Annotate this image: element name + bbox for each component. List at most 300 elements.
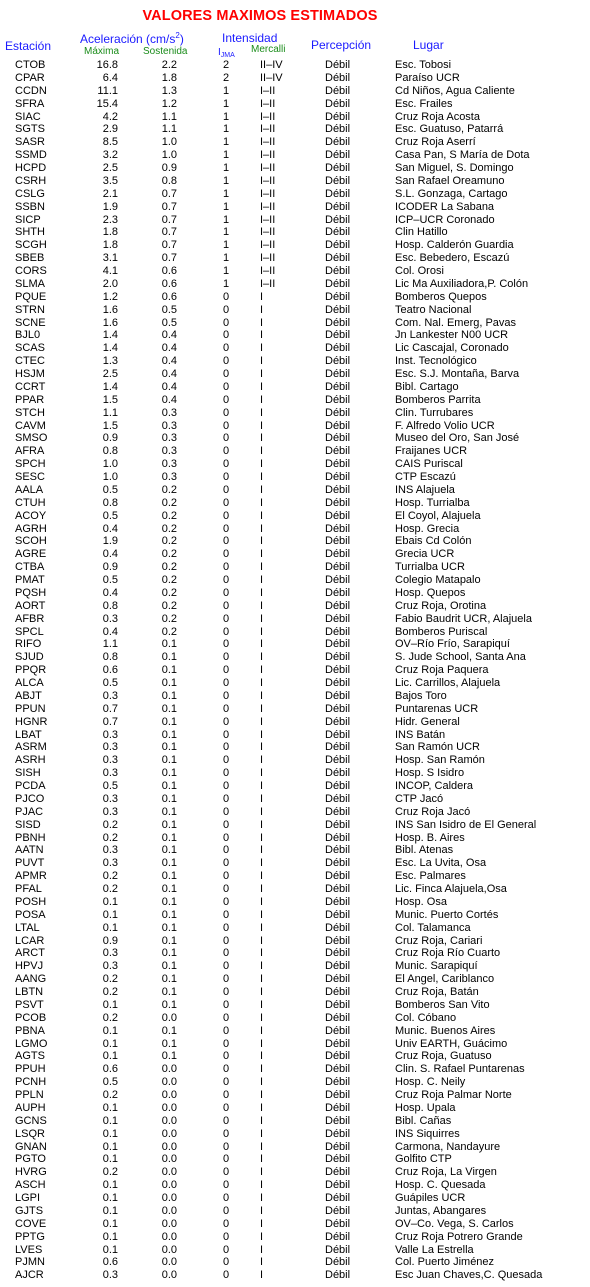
acc-maxima: 1.9	[102, 200, 118, 213]
perception: Débil	[325, 200, 351, 213]
station-code: RIFO	[15, 638, 42, 651]
acc-sostenida: 0.3	[161, 432, 177, 445]
intensity-jma: 0	[222, 445, 230, 458]
intensity-mercalli: I	[260, 1179, 264, 1192]
table-row	[0, 226, 590, 239]
location: Col. Talamanca	[395, 921, 471, 934]
station-code: AJCR	[15, 1269, 44, 1282]
station-code: SSBN	[15, 200, 45, 213]
perception: Débil	[325, 677, 351, 689]
table-row	[0, 342, 590, 355]
acc-maxima: 0.2	[102, 883, 118, 895]
acc-sostenida: 0.1	[161, 883, 177, 895]
acc-sostenida: 0.6	[161, 265, 177, 277]
table-row	[0, 471, 590, 484]
acc-maxima: 1.1	[102, 638, 118, 651]
perception: Débil	[325, 110, 351, 123]
acc-maxima: 0.1	[102, 1192, 118, 1204]
location: INS Alajuela	[395, 483, 455, 496]
station-code: SISH	[15, 767, 41, 780]
table-row	[0, 510, 590, 523]
perception: Débil	[325, 1166, 351, 1179]
intensity-mercalli: I	[260, 702, 264, 715]
acc-maxima: 0.4	[102, 548, 118, 561]
intensity-mercalli: I	[260, 471, 264, 483]
acc-maxima: 1.0	[102, 458, 118, 471]
intensity-mercalli: I	[260, 1256, 264, 1269]
table-row	[0, 214, 590, 227]
intensity-mercalli: I–II	[260, 84, 276, 97]
intensity-jma: 1	[222, 149, 230, 162]
location: Bibl. Cañas	[395, 1114, 452, 1127]
header-aceleracion-exponent: 2	[175, 31, 180, 40]
station-code: GCNS	[15, 1114, 47, 1127]
header-maxima: Máxima	[84, 46, 120, 57]
intensity-jma: 0	[222, 1192, 230, 1204]
perception: Débil	[325, 290, 351, 303]
perception: Débil	[325, 471, 351, 483]
table-row	[0, 844, 590, 857]
intensity-mercalli: I	[260, 1024, 264, 1037]
acc-maxima: 0.2	[102, 973, 118, 986]
table-row	[0, 832, 590, 845]
station-code: AGRH	[15, 522, 47, 535]
acc-maxima: 0.2	[102, 870, 118, 883]
intensity-jma: 1	[222, 239, 230, 252]
intensity-jma: 1	[222, 187, 230, 200]
perception: Débil	[325, 419, 351, 432]
location: Golfito CTP	[395, 1153, 452, 1166]
perception: Débil	[325, 883, 351, 895]
header-mercalli: Mercalli	[251, 44, 286, 55]
intensity-mercalli: I	[260, 1127, 264, 1140]
acc-maxima: 0.5	[102, 780, 118, 792]
header-sostenida: Sostenida	[143, 46, 188, 57]
acc-maxima: 0.5	[102, 509, 118, 522]
intensity-jma: 2	[222, 71, 230, 84]
acc-maxima: 0.9	[102, 934, 118, 947]
acc-sostenida: 1.2	[161, 97, 177, 110]
location: Puntarenas UCR	[395, 702, 479, 715]
location: Hosp. San Ramón	[395, 754, 485, 767]
acc-maxima: 0.3	[102, 844, 118, 857]
table-row	[0, 574, 590, 587]
station-code: CAVM	[15, 419, 46, 432]
intensity-jma: 0	[222, 561, 230, 574]
station-code: LCAR	[15, 934, 45, 947]
location: Hosp. Upala	[395, 1101, 456, 1114]
acc-maxima: 1.9	[102, 535, 118, 548]
acc-maxima: 0.3	[102, 612, 118, 625]
location: Grecia UCR	[395, 548, 455, 561]
perception: Débil	[325, 1217, 351, 1230]
intensity-mercalli: I	[260, 316, 264, 329]
acc-maxima: 0.1	[102, 1127, 118, 1140]
intensity-jma: 0	[222, 522, 230, 535]
intensity-jma: 0	[222, 638, 230, 651]
intensity-jma: 0	[222, 1050, 230, 1063]
station-code: COVE	[15, 1217, 47, 1230]
intensity-mercalli: I	[260, 1269, 264, 1282]
acc-sostenida: 0.2	[161, 522, 177, 535]
intensity-mercalli: I	[260, 303, 264, 316]
perception: Débil	[325, 625, 351, 638]
acc-sostenida: 0.3	[161, 445, 177, 458]
intensity-mercalli: I–II	[260, 162, 276, 174]
location: Cruz Roja Paquera	[395, 664, 489, 677]
acc-sostenida: 0.1	[161, 689, 177, 702]
station-code: AGTS	[15, 1050, 45, 1063]
intensity-mercalli: I	[260, 496, 264, 509]
location: Clin Hatillo	[395, 226, 448, 239]
station-code: PBNA	[15, 1024, 45, 1037]
intensity-mercalli: I	[260, 741, 264, 754]
intensity-mercalli: I	[260, 432, 264, 445]
acc-maxima: 1.5	[102, 419, 118, 432]
acc-sostenida: 0.4	[161, 342, 177, 355]
station-code: CTBA	[15, 561, 45, 574]
perception: Débil	[325, 741, 351, 754]
location: Hosp. Calderón Guardia	[395, 239, 514, 252]
location: Hidr. General	[395, 715, 460, 728]
acc-maxima: 0.1	[102, 1153, 118, 1166]
intensity-jma: 0	[222, 1269, 230, 1282]
intensity-mercalli: I–II	[260, 252, 276, 265]
intensity-jma: 0	[222, 586, 230, 599]
acc-maxima: 0.6	[102, 1256, 118, 1269]
acc-sostenida: 0.1	[161, 767, 177, 780]
perception: Débil	[325, 998, 351, 1011]
table-row	[0, 651, 590, 664]
location: Com. Nal. Emerg, Pavas	[395, 316, 517, 329]
station-code: AUPH	[15, 1101, 46, 1114]
station-code: AATN	[15, 844, 44, 857]
intensity-mercalli: I	[260, 960, 264, 973]
intensity-mercalli: I	[260, 612, 264, 625]
perception: Débil	[325, 187, 351, 200]
station-code: ASRH	[15, 754, 46, 767]
table-row	[0, 613, 590, 626]
station-code: PPUN	[15, 702, 46, 715]
station-code: AGRE	[15, 548, 47, 561]
acc-sostenida: 0.1	[161, 998, 177, 1011]
location: Cruz Roja, La Virgen	[395, 1166, 497, 1179]
table-row	[0, 188, 590, 201]
table-row	[0, 935, 590, 948]
table-row	[0, 561, 590, 574]
table-row	[0, 175, 590, 188]
location: Cruz Roja Jacó	[395, 805, 471, 818]
acc-maxima: 0.6	[102, 1063, 118, 1076]
acc-sostenida: 0.2	[161, 548, 177, 561]
intensity-jma: 0	[222, 960, 230, 973]
intensity-jma: 0	[222, 1011, 230, 1024]
location: San Rafael Oreamuno	[395, 174, 505, 187]
acc-maxima: 3.5	[102, 174, 118, 187]
station-code: HVRG	[15, 1166, 47, 1179]
station-code: CTOB	[15, 59, 46, 71]
intensity-mercalli: I	[260, 831, 264, 844]
perception: Débil	[325, 1127, 351, 1140]
table-row	[0, 1038, 590, 1051]
table-row	[0, 741, 590, 754]
station-code: LGPI	[15, 1192, 41, 1204]
perception: Débil	[325, 754, 351, 767]
perception: Débil	[325, 947, 351, 960]
location: Hosp. Quepos	[395, 586, 466, 599]
table-row	[0, 1102, 590, 1115]
table-row	[0, 111, 590, 124]
intensity-mercalli: I	[260, 715, 264, 728]
perception: Débil	[325, 1076, 351, 1089]
acc-sostenida: 0.2	[161, 496, 177, 509]
perception: Débil	[325, 368, 351, 380]
location: Lic. Carrillos, Alajuela	[395, 677, 501, 689]
acc-maxima: 0.3	[102, 754, 118, 767]
intensity-mercalli: I	[260, 998, 264, 1011]
acc-sostenida: 0.9	[161, 162, 177, 174]
acc-maxima: 0.5	[102, 1076, 118, 1089]
acc-maxima: 0.3	[102, 689, 118, 702]
acc-sostenida: 0.1	[161, 1050, 177, 1063]
perception: Débil	[325, 458, 351, 471]
table-row	[0, 1192, 590, 1205]
location: Bomberos San Vito	[395, 998, 490, 1011]
intensity-mercalli: I	[260, 767, 264, 780]
intensity-jma: 0	[222, 651, 230, 664]
station-code: SESC	[15, 471, 45, 483]
acc-sostenida: 2.2	[161, 59, 177, 71]
station-code: LTAL	[15, 921, 40, 934]
acc-maxima: 1.8	[102, 226, 118, 239]
location: Clin. S. Rafael Puntarenas	[395, 1063, 525, 1076]
location: Cruz Roja Palmar Norte	[395, 1089, 512, 1101]
table-row	[0, 239, 590, 252]
page-title: VALORES MAXIMOS ESTIMADOS	[142, 8, 378, 24]
intensity-mercalli: I	[260, 290, 264, 303]
acc-sostenida: 0.0	[161, 1166, 177, 1179]
acc-sostenida: 0.1	[161, 908, 177, 921]
acc-sostenida: 0.7	[161, 252, 177, 265]
station-code: ABJT	[15, 689, 42, 702]
intensity-jma: 0	[222, 921, 230, 934]
acc-sostenida: 0.2	[161, 586, 177, 599]
acc-sostenida: 0.1	[161, 702, 177, 715]
perception: Débil	[325, 651, 351, 664]
table-row	[0, 458, 590, 471]
intensity-mercalli: I	[260, 921, 264, 934]
station-code: APMR	[15, 870, 47, 883]
acc-maxima: 15.4	[96, 97, 118, 110]
station-code: POSH	[15, 895, 47, 908]
location: Munic. Sarapiquí	[395, 960, 478, 973]
acc-sostenida: 0.2	[161, 625, 177, 638]
acc-sostenida: 0.1	[161, 754, 177, 767]
station-code: SHTH	[15, 226, 45, 239]
perception: Débil	[325, 483, 351, 496]
intensity-jma: 0	[222, 947, 230, 960]
table-row	[0, 381, 590, 394]
intensity-jma: 0	[222, 805, 230, 818]
location: Esc. Palmares	[395, 870, 466, 883]
intensity-mercalli: I	[260, 561, 264, 574]
station-code: SMSO	[15, 432, 48, 445]
perception: Débil	[325, 548, 351, 561]
acc-sostenida: 0.2	[161, 535, 177, 548]
location: Cruz Roja, Cariari	[395, 934, 483, 947]
perception: Débil	[325, 895, 351, 908]
table-row	[0, 1256, 590, 1269]
intensity-jma: 0	[222, 883, 230, 895]
perception: Débil	[325, 818, 351, 831]
location: Univ EARTH, Guácimo	[395, 1037, 508, 1050]
intensity-jma: 1	[222, 136, 230, 149]
table-row	[0, 201, 590, 214]
acc-maxima: 0.3	[102, 947, 118, 960]
table-row	[0, 960, 590, 973]
acc-maxima: 2.5	[102, 162, 118, 174]
table-row	[0, 896, 590, 909]
intensity-mercalli: I	[260, 419, 264, 432]
table-row	[0, 626, 590, 639]
location: Casa Pan, S María de Dota	[395, 149, 530, 162]
station-code: PMAT	[15, 574, 45, 586]
intensity-mercalli: I	[260, 1217, 264, 1230]
header-percepcion: Percepción	[311, 38, 372, 52]
acc-sostenida: 0.2	[161, 599, 177, 612]
header-ijma-i: I	[218, 47, 221, 58]
table-row	[0, 1025, 590, 1038]
perception: Débil	[325, 664, 351, 677]
station-code: PPAR	[15, 393, 45, 406]
acc-maxima: 0.5	[102, 677, 118, 689]
acc-maxima: 4.2	[102, 110, 118, 123]
intensity-jma: 0	[222, 998, 230, 1011]
location: El Coyol, Alajuela	[395, 509, 481, 522]
intensity-jma: 0	[222, 458, 230, 471]
acc-maxima: 1.4	[102, 329, 118, 342]
intensity-mercalli: I	[260, 445, 264, 458]
table-row	[0, 1153, 590, 1166]
acc-maxima: 0.1	[102, 1050, 118, 1063]
perception: Débil	[325, 702, 351, 715]
intensity-mercalli: I	[260, 754, 264, 767]
location: Hosp. S Isidro	[395, 767, 465, 780]
station-code: SCGH	[15, 239, 47, 252]
intensity-mercalli: I	[260, 509, 264, 522]
intensity-jma: 0	[222, 406, 230, 419]
table-row	[0, 304, 590, 317]
acc-sostenida: 0.1	[161, 857, 177, 870]
perception: Débil	[325, 857, 351, 870]
location: Hosp. B. Aires	[395, 831, 465, 844]
acc-maxima: 0.1	[102, 1114, 118, 1127]
perception: Débil	[325, 921, 351, 934]
table-row	[0, 548, 590, 561]
station-code: SPCH	[15, 458, 46, 471]
location: Guápiles UCR	[395, 1192, 466, 1204]
acc-sostenida: 0.7	[161, 226, 177, 239]
table-row	[0, 690, 590, 703]
perception: Débil	[325, 149, 351, 162]
header-estacion: Estación	[5, 39, 52, 53]
location: INS San Isidro de El General	[395, 818, 537, 831]
station-code: HCPD	[15, 162, 47, 174]
intensity-jma: 0	[222, 1204, 230, 1217]
location: Hosp. Osa	[395, 895, 447, 908]
intensity-jma: 0	[222, 548, 230, 561]
acc-maxima: 0.9	[102, 561, 118, 574]
station-code: ASRM	[15, 741, 47, 754]
acc-sostenida: 1.1	[161, 123, 177, 136]
intensity-jma: 1	[222, 110, 230, 123]
intensity-jma: 0	[222, 599, 230, 612]
perception: Débil	[325, 844, 351, 857]
table-row	[0, 1218, 590, 1231]
acc-sostenida: 1.8	[161, 71, 177, 84]
location: Cd Niños, Agua Caliente	[395, 84, 515, 97]
acc-sostenida: 0.0	[161, 1101, 177, 1114]
intensity-mercalli: I–II	[260, 277, 276, 290]
intensity-jma: 0	[222, 368, 230, 380]
table-row	[0, 600, 590, 613]
perception: Débil	[325, 316, 351, 329]
acc-maxima: 16.8	[96, 59, 118, 71]
perception: Débil	[325, 973, 351, 986]
location: Cruz Roja Río Cuarto	[395, 947, 501, 960]
intensity-mercalli: I	[260, 458, 264, 471]
intensity-mercalli: I	[260, 483, 264, 496]
intensity-mercalli: I	[260, 329, 264, 342]
perception: Débil	[325, 71, 351, 84]
station-code: CSLG	[15, 187, 45, 200]
table-row	[0, 445, 590, 458]
location: Esc. Frailes	[395, 97, 453, 110]
station-code: SICP	[15, 213, 41, 226]
perception: Débil	[325, 162, 351, 174]
intensity-mercalli: I–II	[260, 200, 276, 213]
location: Esc. S.J. Montaña, Barva	[395, 368, 520, 380]
table-row	[0, 638, 590, 651]
perception: Débil	[325, 574, 351, 586]
intensity-jma: 0	[222, 535, 230, 548]
station-code: HGNR	[15, 715, 48, 728]
intensity-mercalli: I	[260, 586, 264, 599]
location: Col. Cóbano	[395, 1011, 457, 1024]
acc-sostenida: 0.1	[161, 728, 177, 741]
acc-sostenida: 0.0	[161, 1243, 177, 1256]
acc-sostenida: 0.1	[161, 895, 177, 908]
station-code: PCNH	[15, 1076, 47, 1089]
location: El Angel, Cariblanco	[395, 973, 495, 986]
intensity-jma: 0	[222, 1089, 230, 1101]
intensity-mercalli: I–II	[260, 239, 276, 252]
station-code: SIAC	[15, 110, 41, 123]
acc-maxima: 0.4	[102, 586, 118, 599]
intensity-mercalli: I	[260, 406, 264, 419]
acc-maxima: 0.1	[102, 1024, 118, 1037]
location: Paraíso UCR	[395, 71, 460, 84]
acc-sostenida: 0.0	[161, 1127, 177, 1140]
location: Cruz Roja, Guatuso	[395, 1050, 492, 1063]
data-table	[0, 59, 590, 1282]
acc-maxima: 0.1	[102, 1101, 118, 1114]
intensity-mercalli: I–II	[260, 149, 276, 162]
table-row	[0, 1141, 590, 1154]
acc-sostenida: 0.6	[161, 277, 177, 290]
intensity-jma: 0	[222, 303, 230, 316]
intensity-mercalli: I	[260, 574, 264, 586]
